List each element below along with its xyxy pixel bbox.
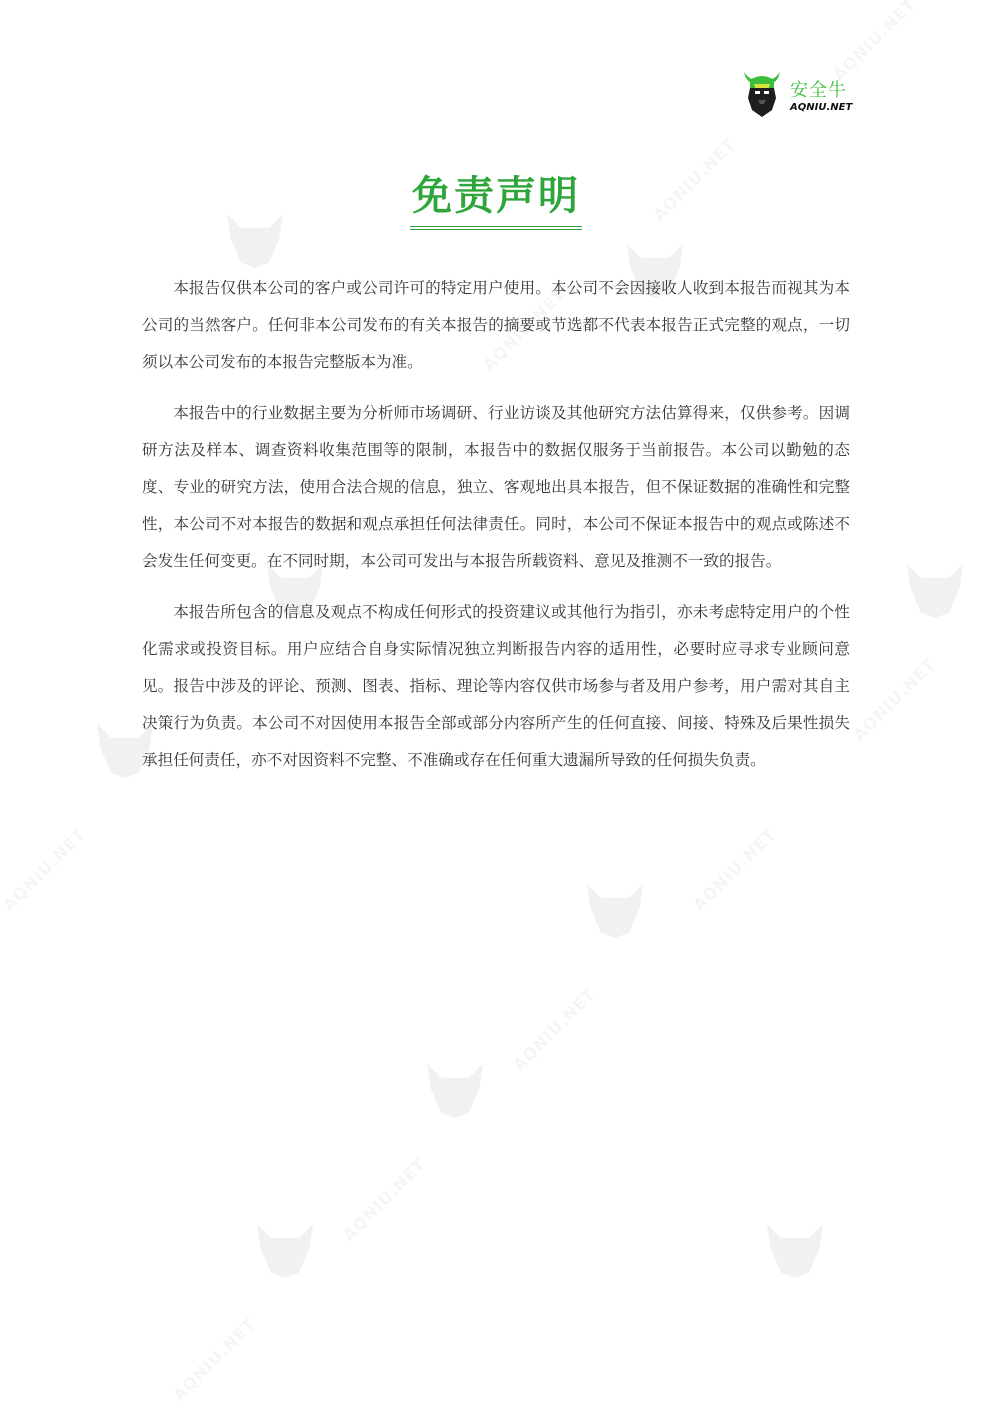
page-title: 免责声明 bbox=[410, 172, 582, 230]
watermark-logo-icon bbox=[250, 1220, 320, 1280]
watermark-logo-icon bbox=[900, 560, 970, 620]
logo-english-name: AQNIU.NET bbox=[790, 102, 853, 113]
disclaimer-paragraph-1: 本报告仅供本公司的客户或公司许可的特定用户使用。本公司不会因接收人收到本报告而视其为本公司的当然客户。任何非本公司发布的有关本报告的摘要或节选都不代表本报告正式完整的观点，一切须以本公司发布的本报告完整版本为准。 bbox=[142, 279, 850, 371]
brand-logo bbox=[742, 70, 852, 120]
watermark-text bbox=[849, 654, 939, 744]
disclaimer-paragraph-3: 本报告所包含的信息及观点不构成任何形式的投资建议或其他行为指引，亦未考虑特定用户的个性化需求或投资目标。用户应结合自身实际情况独立判断报告内容的适用性，必要时应寻求专业顾问意见。报告中涉及的评论、预测、图表、指标、理论等内容仅供市场参与者及用户参考，用户需对其自主决策行为负责。本公司不对因使用本报告全部或部分内容所产生的任何直接、间接、特殊及后果性损失承担任何责任，亦不对因资料不完整、不准确或存在任何重大遗漏所导致的任何损失负责。 bbox=[142, 603, 850, 769]
watermark-text bbox=[509, 984, 599, 1074]
watermark-logo-icon bbox=[760, 1220, 830, 1280]
watermark-logo-icon bbox=[580, 880, 650, 940]
disclaimer-paragraph-2: 本报告中的行业数据主要为分析师市场调研、行业访谈及其他研究方法估算得来，仅供参考。因调研方法及样本、调查资料收集范围等的限制，本报告中的数据仅服务于当前报告。本公司以勤勉的态度、专业的研究方法，使用合法合规的信息，独立、客观地出具本报告，但不保证数据的准确性和完整性，本公司不对本报告的数据和观点承担任何法律责任。同时，本公司不保证本报告中的观点或陈述不会发生任何变更。在不同时期，本公司可发出与本报告所载资料、意见及推测不一致的报告。 bbox=[142, 404, 850, 570]
logo-chinese-name: 安全牛 bbox=[790, 80, 847, 101]
watermark-text bbox=[339, 1154, 429, 1244]
bearded-bull-head-icon bbox=[742, 70, 782, 118]
watermark-logo-icon bbox=[420, 1060, 490, 1120]
watermark-text bbox=[169, 1314, 259, 1404]
watermark-text bbox=[0, 824, 89, 914]
disclaimer-body bbox=[142, 270, 850, 793]
watermark-text bbox=[689, 824, 779, 914]
title-container bbox=[0, 172, 992, 230]
